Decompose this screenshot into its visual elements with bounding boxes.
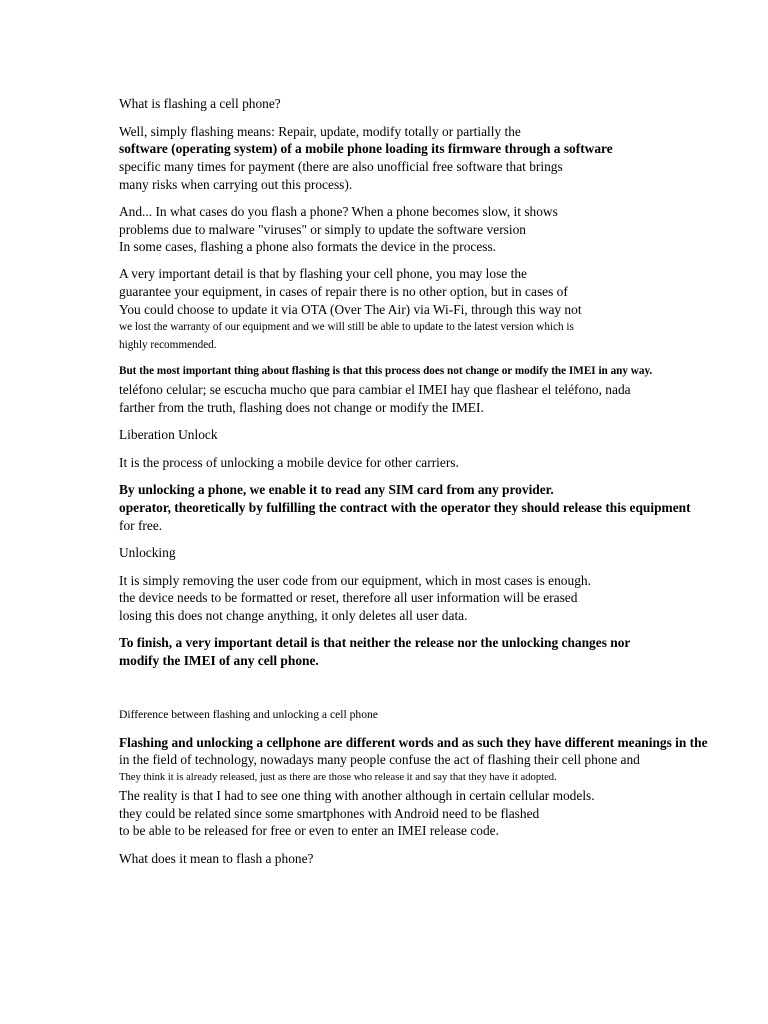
paragraph-line: specific many times for payment (there are also unofficial free software that brings xyxy=(119,159,563,174)
paragraph-line: to be able to be released for free or even to enter an IMEI release code. xyxy=(119,823,499,838)
paragraph-line: in the field of technology, nowadays many people confuse the act of flashing their cell phone and xyxy=(119,752,640,767)
paragraph-line: we lost the warranty of our equipment and we will still be able to update to the latest version which is xyxy=(119,321,574,333)
paragraph-line: the device needs to be formatted or reset, therefore all user information will be erased xyxy=(119,590,578,605)
paragraph-line: highly recommended. xyxy=(119,339,217,351)
paragraph-line: And... In what cases do you flash a phone? When a phone becomes slow, it shows xyxy=(119,204,558,219)
paragraph-line: farther from the truth, flashing does not change or modify the IMEI. xyxy=(119,400,484,415)
paragraph-line: operator, theoretically by fulfilling the contract with the operator they should release this equipment xyxy=(119,500,691,515)
paragraph-line: It is simply removing the user code from our equipment, which in most cases is enough. xyxy=(119,573,591,588)
section-heading: Difference between flashing and unlocking a cell phone xyxy=(119,708,378,721)
paragraph-line: losing this does not change anything, it only deletes all user data. xyxy=(119,608,468,623)
paragraph-line: Well, simply flashing means: Repair, update, modify totally or partially the xyxy=(119,124,521,139)
paragraph-line: To finish, a very important detail is that neither the release nor the unlocking changes nor xyxy=(119,635,631,650)
question-heading: What is flashing a cell phone? xyxy=(119,96,281,111)
section-heading: Unlocking xyxy=(119,545,176,560)
paragraph-line: modify the IMEI of any cell phone. xyxy=(119,653,319,668)
paragraph-line: guarantee your equipment, in cases of repair there is no other option, but in cases of xyxy=(119,284,568,299)
paragraph-line: By unlocking a phone, we enable it to read any SIM card from any provider. xyxy=(119,482,554,497)
paragraph-line: They think it is already released, just as there are those who release it and say that they have it adopted. xyxy=(119,772,557,783)
paragraph-line: software (operating system) of a mobile phone loading its firmware through a software xyxy=(119,141,613,156)
paragraph-line: A very important detail is that by flashing your cell phone, you may lose the xyxy=(119,266,527,281)
paragraph-line: Flashing and unlocking a cellphone are different words and as such they have different meanings in the xyxy=(119,735,708,750)
paragraph-line: It is the process of unlocking a mobile device for other carriers. xyxy=(119,455,459,470)
paragraph-line: for free. xyxy=(119,518,163,533)
question-heading: What does it mean to flash a phone? xyxy=(119,851,314,866)
paragraph-line: In some cases, flashing a phone also formats the device in the process. xyxy=(119,239,497,254)
section-heading: Liberation Unlock xyxy=(119,427,218,442)
paragraph-line: You could choose to update it via OTA (Over The Air) via Wi-Fi, through this way not xyxy=(119,302,582,317)
paragraph-line: The reality is that I had to see one thing with another although in certain cellular models. xyxy=(119,788,595,803)
paragraph-line: they could be related since some smartphones with Android need to be flashed xyxy=(119,806,540,821)
paragraph-line: But the most important thing about flashing is that this process does not change or modify the IMEI in any way. xyxy=(119,365,653,377)
paragraph-line: many risks when carrying out this process). xyxy=(119,177,353,192)
paragraph-line: problems due to malware "viruses" or simply to update the software version xyxy=(119,222,526,237)
paragraph-line: teléfono celular; se escucha mucho que para cambiar el IMEI hay que flashear el teléfono, nada xyxy=(119,382,631,397)
